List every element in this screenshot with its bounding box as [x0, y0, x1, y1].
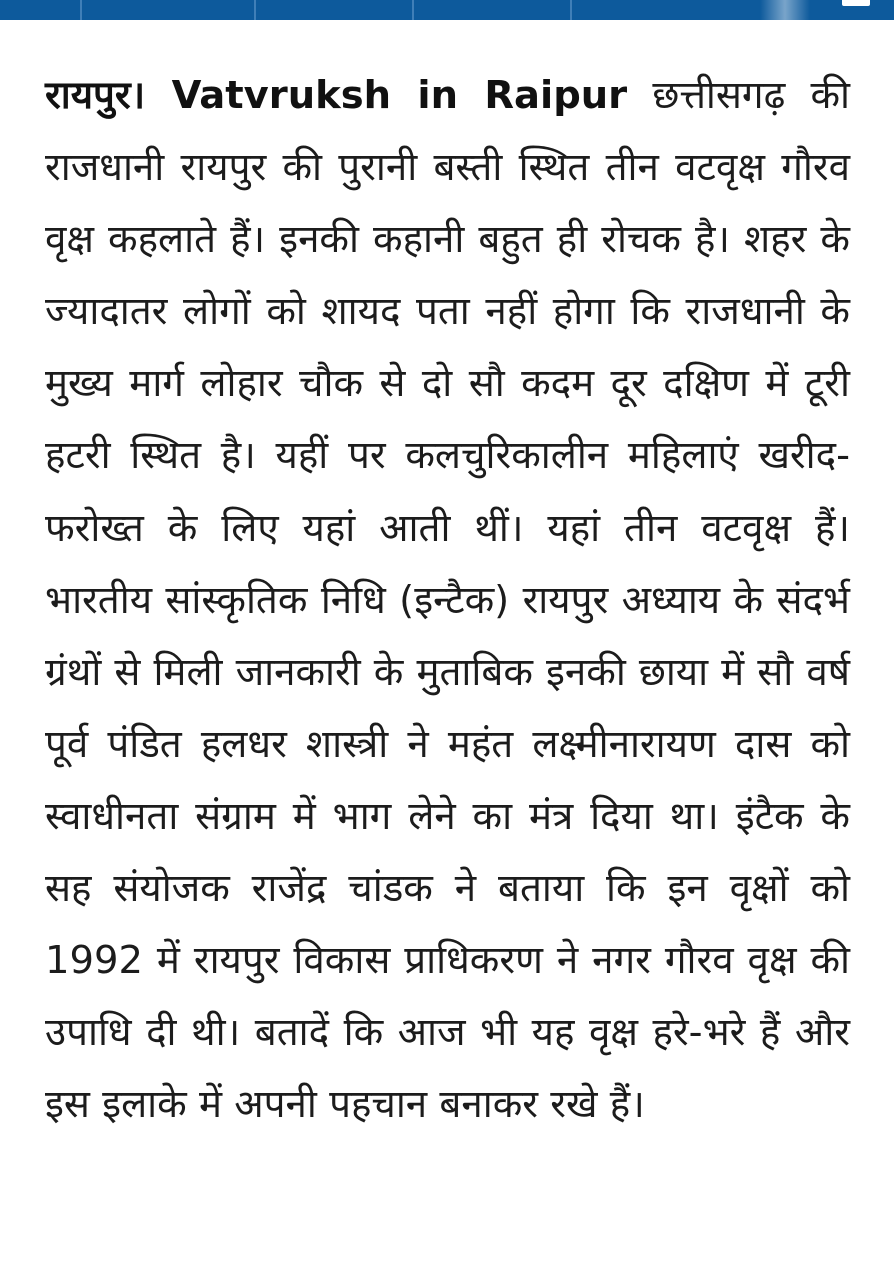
article-paragraph — [45, 60, 850, 1141]
nav-divider — [412, 0, 414, 20]
top-navigation-bar — [0, 0, 894, 20]
nav-divider — [570, 0, 572, 20]
article-body: छत्तीसगढ़ की राजधानी रायपुर की पुरानी बस्ती स्थित तीन वटवृक्ष गौरव वृक्ष कहलाते हैं। इनकी कहानी बहुत ही रोचक है। शहर के ज्यादातर लोगों को शायद पता नहीं होगा कि राजधानी के मुख्य मार्ग लोहार चौक से दो सौ कदम दूर दक्षिण में टूरी हटरी स्थित है। यहीं पर कलचुरिकालीन महिलाएं खरीद-फरोख्त के लिए यहां आती थीं। यहां तीन वटवृक्ष हैं। भारतीय सांस्कृतिक निधि (इन्टैक) रायपुर अध्याय के संदर्भ ग्रंथों से मिली जानकारी के मुताबिक इनकी छाया में सौ वर्ष पूर्व पंडित हलधर शास्त्री ने महंत लक्ष्मीनारायण दास को स्वाधीनता संग्राम में भाग लेने का मंत्र दिया था। इंटैक के सह संयोजक राजेंद्र चांडक ने बताया कि इन वृक्षों को 1992 में रायपुर विकास प्राधिकरण ने नगर गौरव वृक्ष की उपाधि दी थी। बतादें कि आज भी यह वृक्ष हरे-भरे हैं और इस इलाके में अपनी पहचान बनाकर रखे हैं। — [45, 73, 850, 1128]
menu-icon[interactable] — [842, 0, 870, 6]
nav-divider — [80, 0, 82, 20]
article-dateline: रायपुर। Vatvruksh in Raipur — [45, 73, 628, 118]
nav-highlight — [760, 0, 810, 20]
nav-divider — [254, 0, 256, 20]
